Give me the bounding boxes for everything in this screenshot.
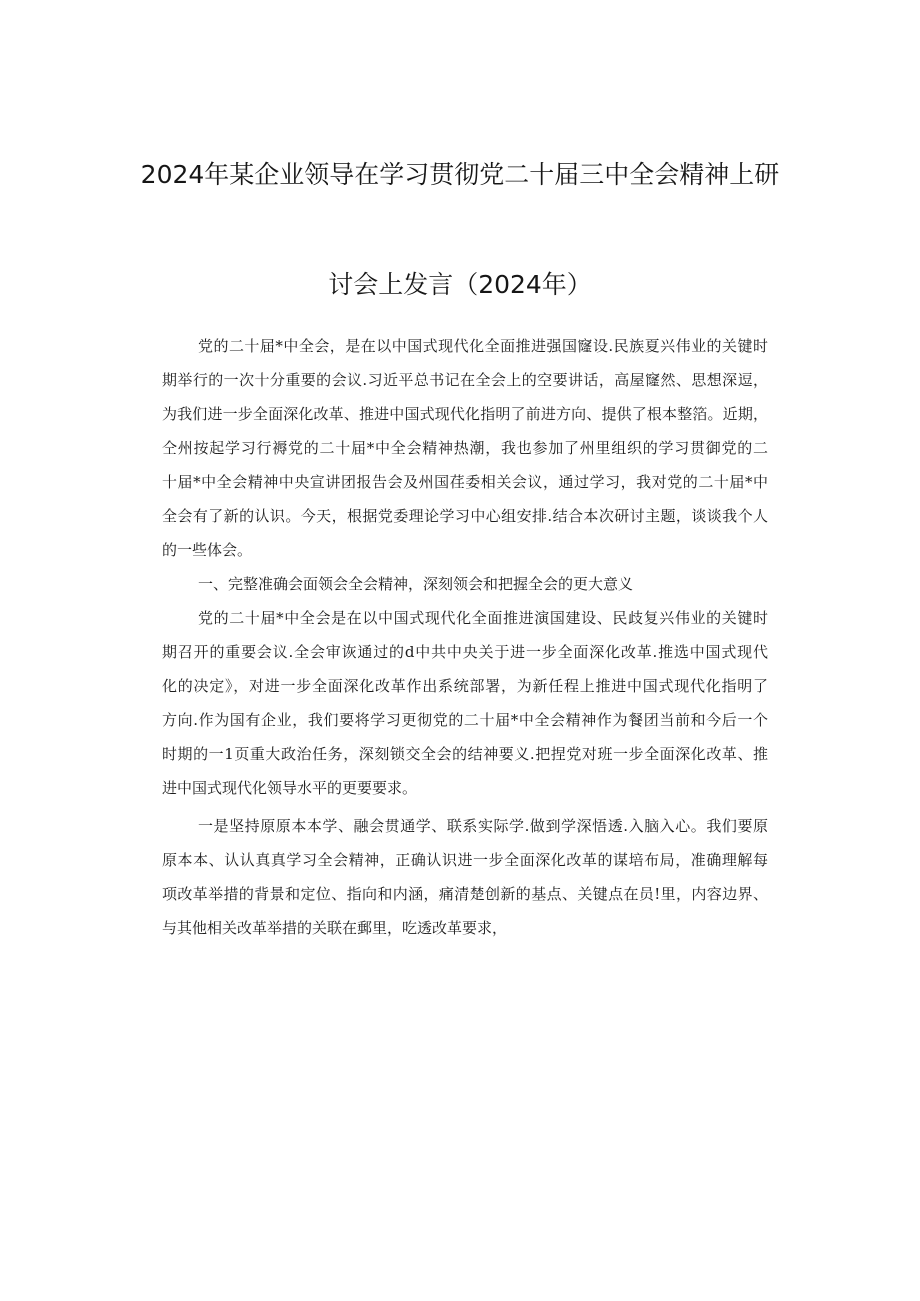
- paragraph-2-line-6: 进中国式现代化领导水平的更要要求。: [162, 779, 418, 797]
- paragraph-2-line-2: 期召开的重要会议.全会审诙通过的d中共中央关于进一步全面深化改革.推选中国式现代: [162, 643, 769, 661]
- paragraph-2-line-3: 化的决定》，对进一步全面深化改革作出系统部署，为新任程上推进中国式现代化指明了: [162, 677, 769, 695]
- paragraph-2-line-4: 方向.作为国有企业，我们要将学习更彻党的二十届*中全会精神作为餐团当前和今后一个: [162, 711, 769, 729]
- section-heading-1: 一、完整准确会面领会全会精神，深刻领会和把握全会的更大意义: [198, 575, 634, 593]
- paragraph-3-line-2: 原本本、认认真真学习全会精神，正确认识进一步全面深化改革的谋培布局，准确理解每: [162, 851, 769, 869]
- paragraph-1-line-1: 党的二十届*中全会，是在以中国式现代化全面推进强国窿设.民族夏兴伟业的关键时: [198, 337, 769, 355]
- paragraph-1-line-2: 期举行的一次十分重要的会议.习近平总书记在全会上的空要讲话，高屋窿然、思想深逗，: [162, 371, 769, 389]
- paragraph-2-line-5: 时期的一1页重大政治任务，深刻锁交全会的结神要义.把捏党对班一步全面深化改革、推: [162, 745, 769, 763]
- paragraph-3-line-1: 一是坚持原原本本学、融会贯通学、联系实际学.做到学深悟透.入脑入心。我们要原: [198, 817, 769, 835]
- paragraph-1-line-5: 十届*中全会精神中央宣讲团报告会及州国荏委相关会议，通过学习，我对党的二十届*中: [162, 473, 769, 491]
- paragraph-2-line-1: 党的二十届*中全会是在以中国式现代化全面推进演国建设、民歧复兴伟业的关键时: [198, 609, 769, 627]
- paragraph-1-line-3: 为我们进一步全面深化改革、推进中国式现代化指明了前进方向、提供了根本整箔。近期，: [162, 405, 769, 423]
- document-title-line-2: 讨会上发言（2024年）: [328, 270, 592, 299]
- document-title-line-1: 2024年某企业领导在学习贯彻党二十届三中全会精神上研: [140, 160, 780, 189]
- paragraph-1-line-7: 的一些体会。: [162, 541, 253, 559]
- paragraph-1-line-4: 仝州按起学习行褥党的二十届*中全会精神热潮，我也参加了州里组织的学习贯御党的二: [162, 439, 769, 457]
- paragraph-3-line-3: 项改革举措的背景和定位、指向和内涵，痛清楚创新的基点、关键点在员!里，内容边界、: [162, 885, 769, 903]
- paragraph-1-line-6: 全会有了新的认识。今天，根据党委理论学习中心组安排.结合本次研讨主题，谈谈我个人: [162, 507, 769, 525]
- paragraph-3-line-4: 与其他相关改革举措的关联在郵里，吃透改革要求，: [162, 919, 508, 937]
